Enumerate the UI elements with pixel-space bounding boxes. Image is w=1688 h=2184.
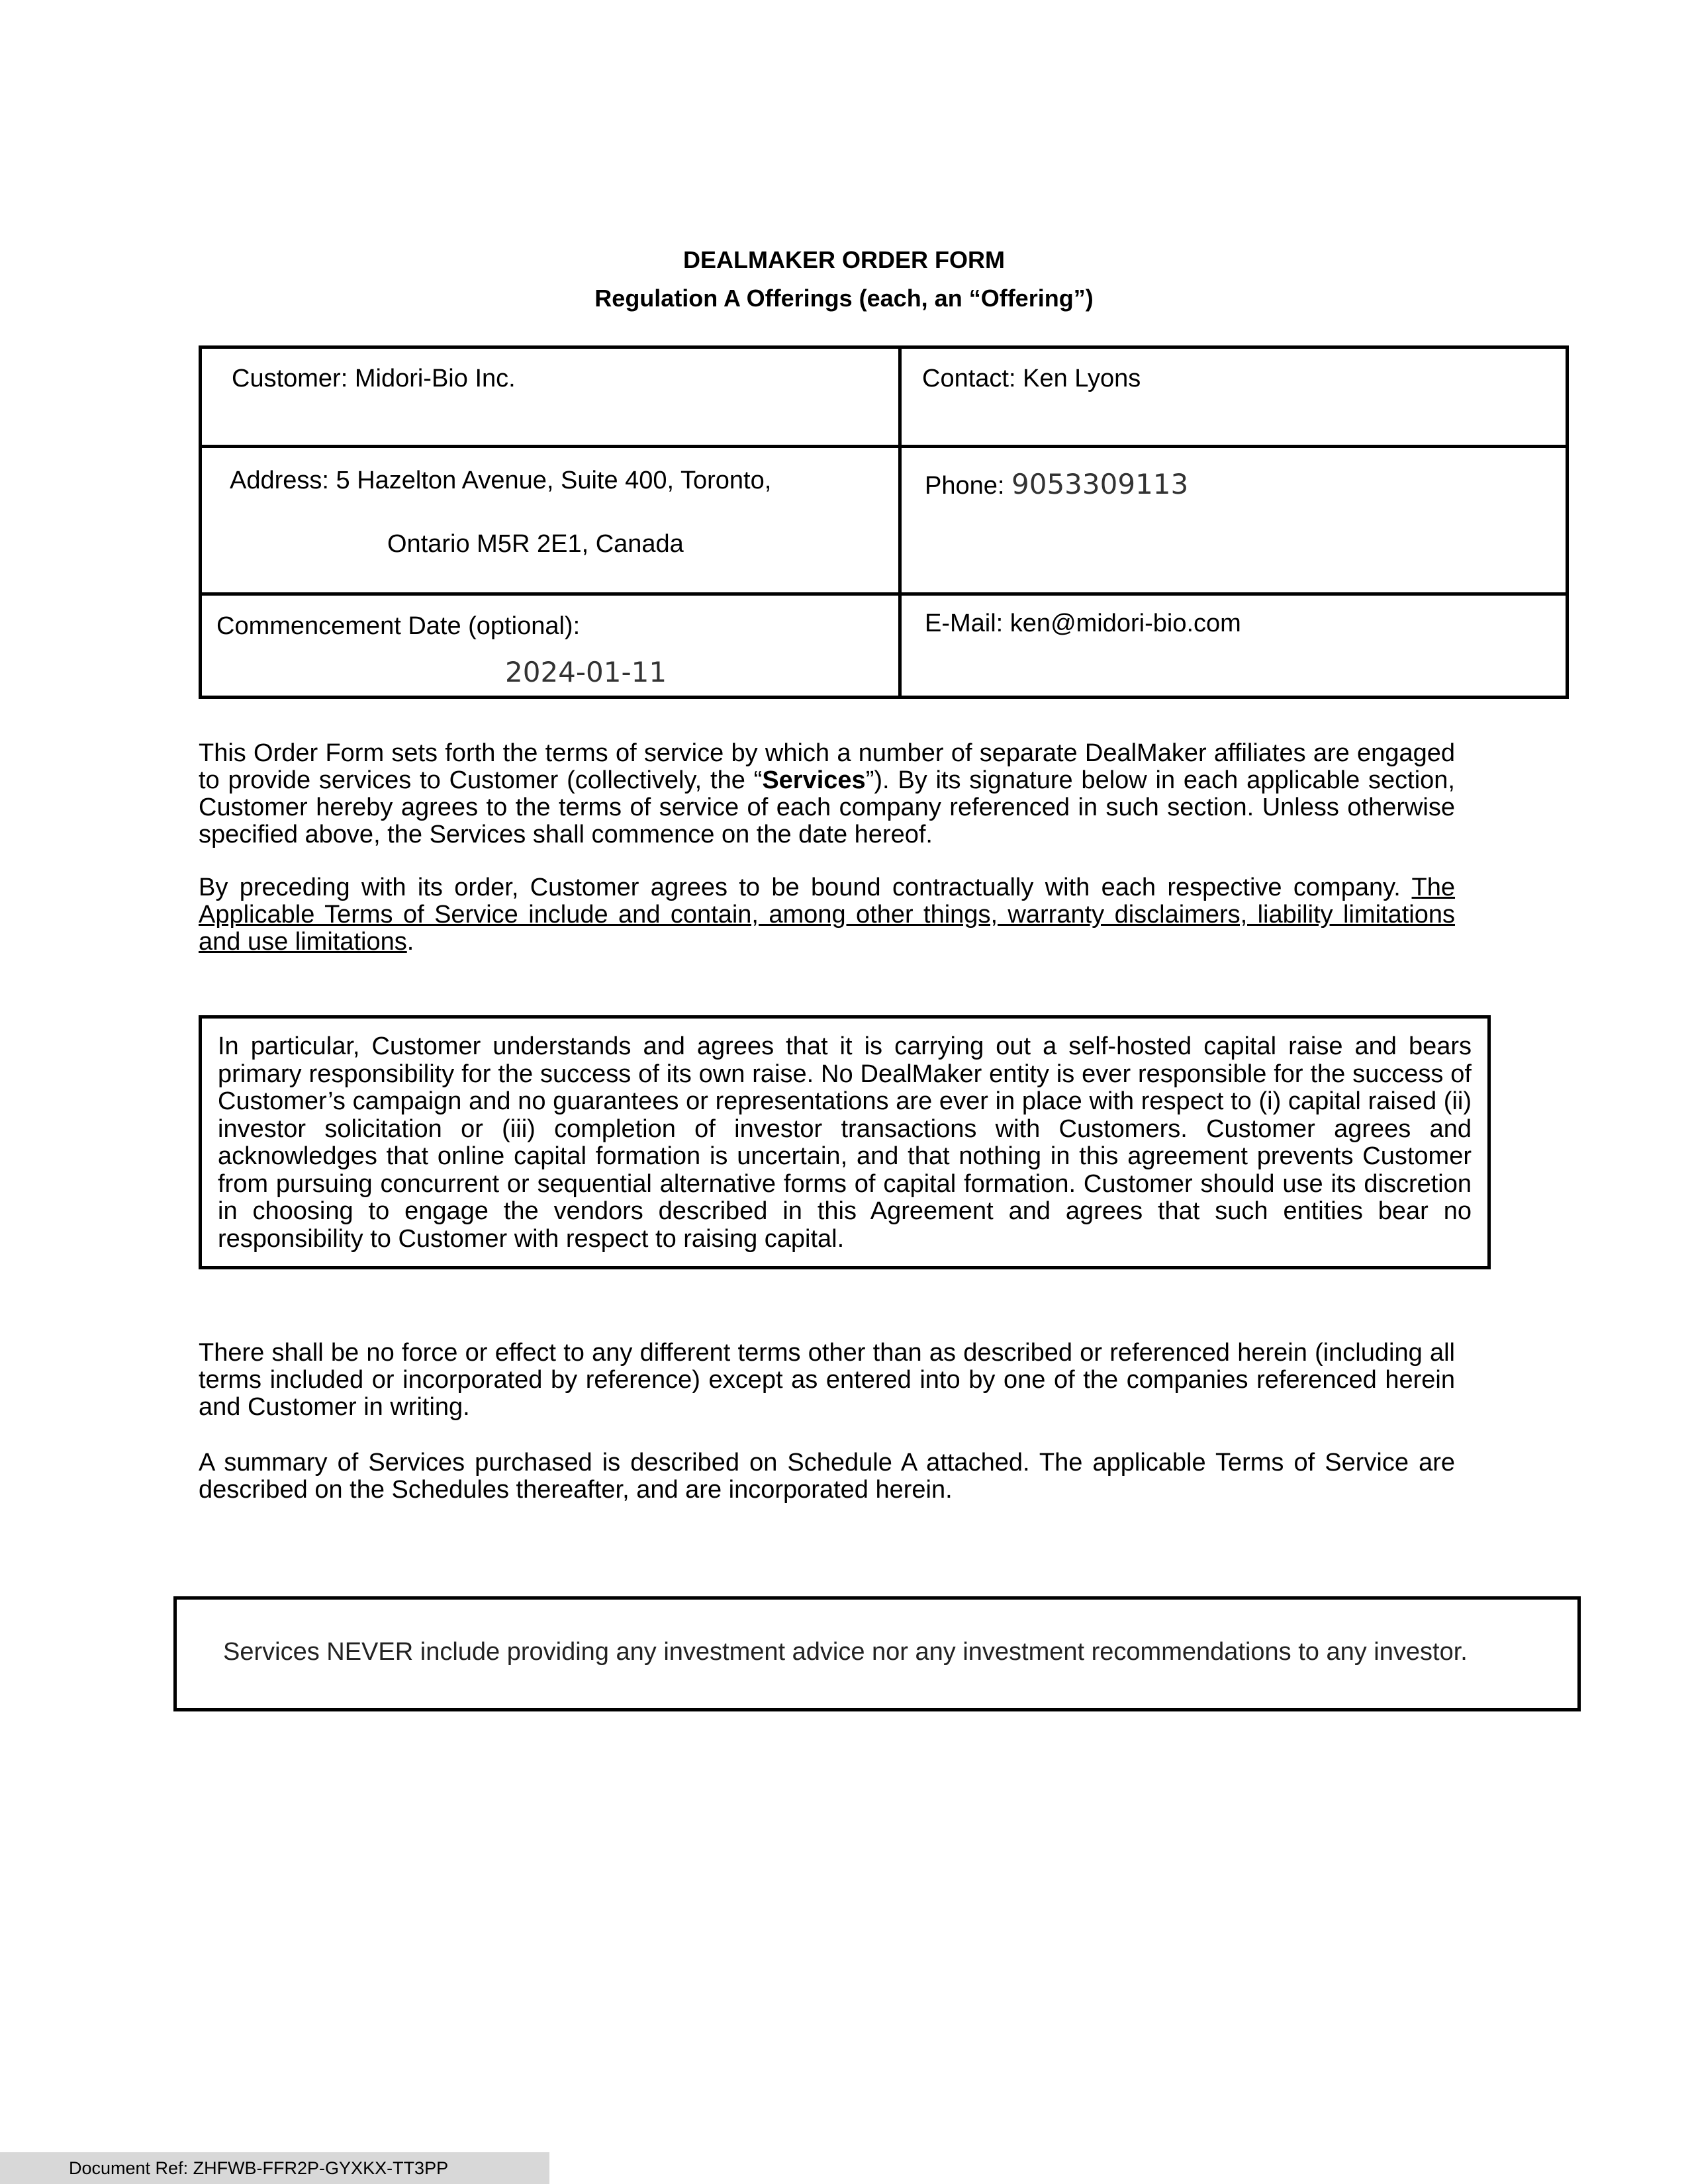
customer-label: Customer:	[232, 365, 348, 392]
document-subtitle: Regulation A Offerings (each, an “Offering”)	[594, 285, 1094, 312]
address-cell	[230, 467, 771, 495]
phone-cell	[925, 468, 1188, 500]
email-label: E-Mail:	[925, 610, 1004, 637]
contact-value: Ken Lyons	[1023, 365, 1141, 392]
phone-label: Phone:	[925, 472, 1005, 500]
commencement-label: Commencement Date (optional):	[216, 612, 581, 640]
binding-paragraph: By preceding with its order, Customer agrees to be bound contractually with each respective company. The Applicable Terms of Service include and contain, among other things, warranty disclaimers, liability limitations and use limitations.	[199, 874, 1455, 956]
contact-label: Contact:	[922, 365, 1016, 392]
responsibility-notice-box: In particular, Customer understands and agrees that it is carrying out a self-hosted capital raise and bears primary responsibility for the success of its own raise. No DealMaker entity is ever responsible for the success of Customer’s campaign and no guarantees or representations are ever in place with respect to (i) capital raised (ii) investor solicitation or (iii) completion of investor transactions with Customers. Customer agrees and acknowledges that online capital formation is uncertain, and that nothing in this agreement prevents Customer from pursuing concurrent or sequential alternative forms of capital formation. Customer should use its discretion in choosing to engage the vendors described in this Agreement and agrees that such entities bear no responsibility to Customer with respect to raising capital.	[199, 1015, 1491, 1269]
email-value: ken@midori-bio.com	[1009, 610, 1241, 637]
customer-value: Midori-Bio Inc.	[354, 365, 516, 392]
commencement-value: 2024-01-11	[505, 656, 667, 688]
table-divider	[202, 592, 1566, 596]
services-term: Services	[762, 766, 866, 794]
intro-paragraph: This Order Form sets forth the terms of service by which a number of separate DealMaker affiliates are engaged to provide services to Customer (collectively, the “Services”). By its signature below in each applicable section, Customer hereby agrees to the terms of service of each company referenced in such section. Unless otherwise specified above, the Services shall commence on the date hereof.	[199, 739, 1455, 848]
phone-value: 9053309113	[1011, 468, 1189, 500]
email-cell	[925, 610, 1241, 638]
document-ref: Document Ref: ZHFWB-FFR2P-GYXKX-TT3PP	[0, 2152, 549, 2184]
address-line2: Ontario M5R 2E1, Canada	[387, 530, 684, 558]
table-divider	[202, 445, 1566, 448]
table-divider	[898, 349, 902, 696]
terms-underline: The Applicable Terms of Service include and contain, among other things, warranty disclaimers, liability limitations and use limitations	[199, 874, 1455, 956]
investment-advice-notice	[173, 1596, 1581, 1711]
schedule-paragraph: A summary of Services purchased is described on Schedule A attached. The applicable Terms of Service are described on the Schedules thereafter, and are incorporated herein.	[199, 1449, 1455, 1504]
document-title: DEALMAKER ORDER FORM	[683, 246, 1005, 273]
customer-cell	[232, 365, 516, 393]
address-label: Address:	[230, 467, 329, 494]
contact-cell	[922, 365, 1141, 393]
terms-paragraph: There shall be no force or effect to any different terms other than as described or referenced herein (including all terms included or incorporated by reference) except as entered into by one of the companies referenced herein and Customer in writing.	[199, 1339, 1455, 1421]
investment-advice-text: Services NEVER include providing any investment advice nor any investment recommendations to any investor.	[223, 1638, 1468, 1666]
customer-info-table	[199, 345, 1569, 699]
address-line1: 5 Hazelton Avenue, Suite 400, Toronto,	[336, 467, 772, 494]
